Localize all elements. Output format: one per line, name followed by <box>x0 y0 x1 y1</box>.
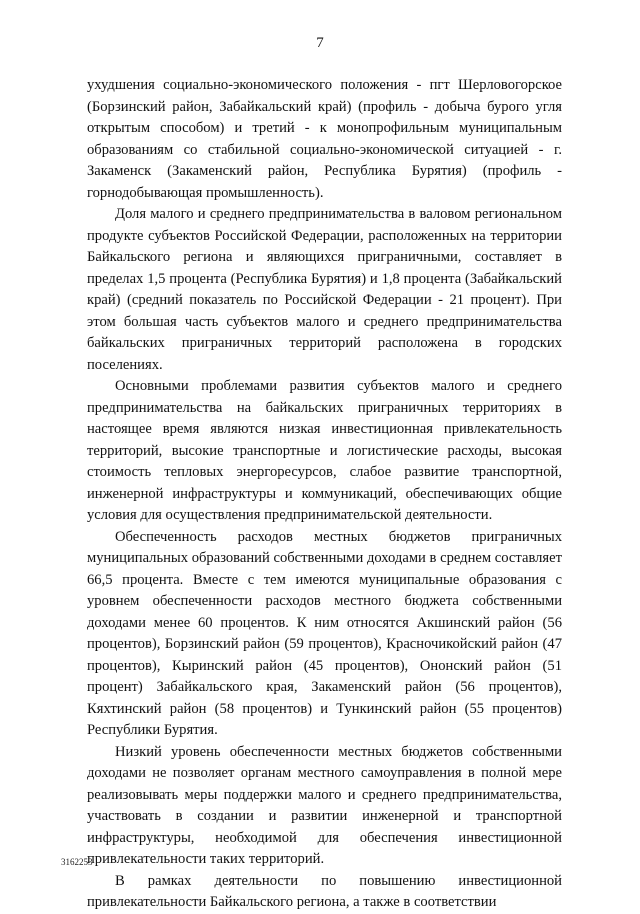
document-code: 3162253 <box>61 857 93 867</box>
paragraph-low-provision: Низкий уровень обеспеченности местных бюджетов собственными доходами не позволяет органам местного самоуправления в полной мере реализовывать меры поддержки малого и среднего предпринимательства, участвовать в создании и развитии инженерной и транспортной инфраструктуры, необходимой для обеспечения инвестиционной привлекательности таких территорий. <box>87 743 562 867</box>
paragraph-sme-share: Доля малого и среднего предпринимательства в валовом региональном продукте субъектов Российской Федерации, расположенных на территории Байкальского региона и являющихся приграничными, составляет в пределах 1,5 процента (Республика Бурятия) и 1,8 процента (Забайкальский край) (средний показатель по Российской Федерации - 21 процент). При этом большая часть субъектов малого и среднего предпринимательства байкальских приграничных территорий расположена в городских поселениях. <box>87 206 562 373</box>
paragraph-budget-provision: Обеспеченность расходов местных бюджетов приграничных муниципальных образований собственными доходами в среднем составляет 66,5 процента. Вместе с тем имеются муниципальные образования с уровнем обеспеченности расходов местного бюджета собственными доходами менее 60 процентов. К ним относятся Акшинский район (56 процентов), Борзинский район (59 процентов), Красночикойский район (47 процентов), Кыринский район (45 процентов), Ононский район (51 процент) Забайкальского края, Закаменский район (56 процентов), Кяхтинский район (58 процентов) и Тункинский район (55 процентов) Республики Бурятия. <box>87 528 562 738</box>
document-body <box>87 75 562 914</box>
paragraph-investment: В рамках деятельности по повышению инвестиционной привлекательности Байкальского региона, а также в соответствии <box>87 872 562 910</box>
page-number: 7 <box>316 35 324 51</box>
paragraph-sme-problems: Основными проблемами развития субъектов малого и среднего предпринимательства на байкальских приграничных территориях в настоящее время являются низкая инвестиционная привлекательность территорий, высокие транспортные и логистические расходы, высокая стоимость тепловых энергоресурсов, слабое развитие транспортной, инженерной инфраструктуры и коммуникаций, обеспечивающих общие условия для осуществления предпринимательской деятельности. <box>87 378 562 523</box>
paragraph-continuation: ухудшения социально-экономического положения - пгт Шерловогорское (Борзинский район, Забайкальский край) (профиль - добыча бурого угля открытым способом) и третий - к монопрофильным муниципальным образованиям со стабильной социально-экономической ситуацией - г. Закаменск (Закаменский район, Республика Бурятия) (профиль - горнодобывающая промышленность). <box>87 77 562 201</box>
